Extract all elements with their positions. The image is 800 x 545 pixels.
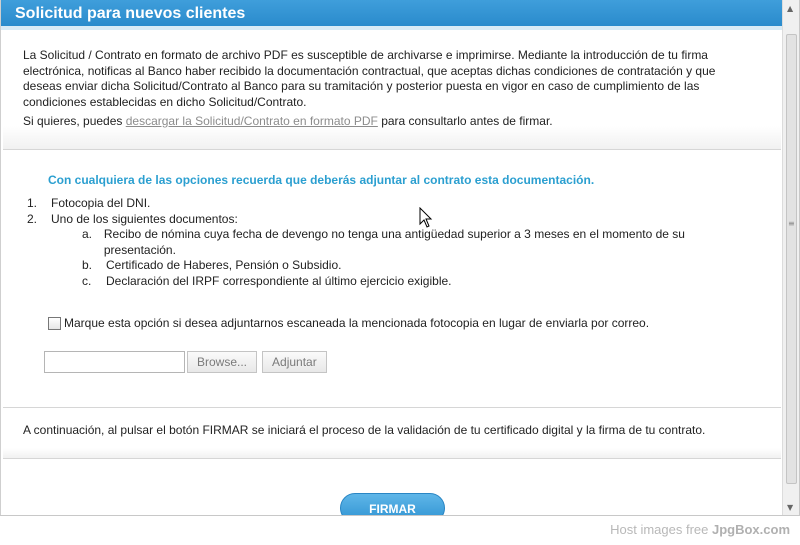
attach-button[interactable]: Adjuntar — [262, 351, 327, 373]
sign-button[interactable]: FIRMAR — [340, 493, 445, 516]
list-item: a. Recibo de nómina cuya fecha de devengo no tenga una antigüedad superior a 3 meses en el momento de su presentación. — [82, 227, 685, 257]
scroll-up-icon[interactable]: ▲ — [787, 4, 794, 13]
list-item: b. Certificado de Haberes, Pensión o Subsidio. — [82, 258, 342, 272]
list-item: 1. Fotocopia del DNI. — [27, 196, 151, 210]
scrollbar-thumb[interactable] — [786, 34, 797, 484]
download-prefix: Si quieres, puedes — [23, 114, 126, 128]
scan-option-checkbox[interactable] — [48, 317, 61, 330]
scroll-down-icon[interactable]: ▼ — [787, 503, 794, 512]
documents-list — [27, 196, 702, 289]
upload-row — [44, 351, 327, 373]
sign-section — [3, 460, 781, 516]
sign-info-section — [3, 409, 781, 459]
footer-text: Host images free JpgBox.com — [610, 522, 790, 537]
download-line — [23, 114, 553, 128]
documents-section — [3, 151, 781, 408]
list-item: 2. Uno de los siguientes documentos: — [27, 211, 238, 226]
browse-button[interactable]: Browse... — [187, 351, 257, 373]
scrollbar-grip-icon: ≡ — [788, 219, 795, 228]
documents-heading: Con cualquiera de las opciones recuerda que deberás adjuntar al contrato esta documentación. — [48, 173, 595, 187]
list-item: c. Declaración del IRPF correspondiente al último ejercicio exigible. — [82, 273, 452, 288]
sign-info-text: A continuación, al pulsar el botón FIRMAR se iniciará el proceso de la validación de tu certificado digital y la firma de tu contrato. — [23, 423, 706, 437]
footer-brand: JpgBox.com — [711, 522, 790, 537]
file-path-input[interactable] — [44, 351, 185, 373]
download-suffix: para consultarlo antes de firmar. — [377, 114, 553, 128]
download-pdf-link[interactable]: descargar la Solicitud/Contrato en formato PDF — [125, 114, 378, 128]
footer — [0, 516, 800, 545]
scan-option-label: Marque esta opción si desea adjuntarnos escaneada la mencionada fotocopia en lugar de enviarla por correo. — [64, 316, 650, 330]
documents-sublist — [82, 227, 702, 289]
dialog-title: Solicitud para nuevos clientes — [1, 0, 782, 30]
intro-paragraph: La Solicitud / Contrato en formato de archivo PDF es susceptible de archivarse e imprimirse. Mediante la introducción de tu firma electrónica, notificas al Banco haber recibido la documentación contractual, que aceptas dichas condiciones de contratación y que deseas enviar dicha Solicitud/Contrato al Banco para su tramitación y posterior puesta en vigor en caso de cumplimiento de las condiciones establecidas en dicho Solicitud/Contrato. — [23, 48, 716, 109]
vertical-scrollbar[interactable] — [782, 0, 799, 516]
intro-section — [3, 34, 781, 150]
mouse-cursor-icon — [419, 207, 433, 229]
scan-option-row — [48, 316, 649, 330]
